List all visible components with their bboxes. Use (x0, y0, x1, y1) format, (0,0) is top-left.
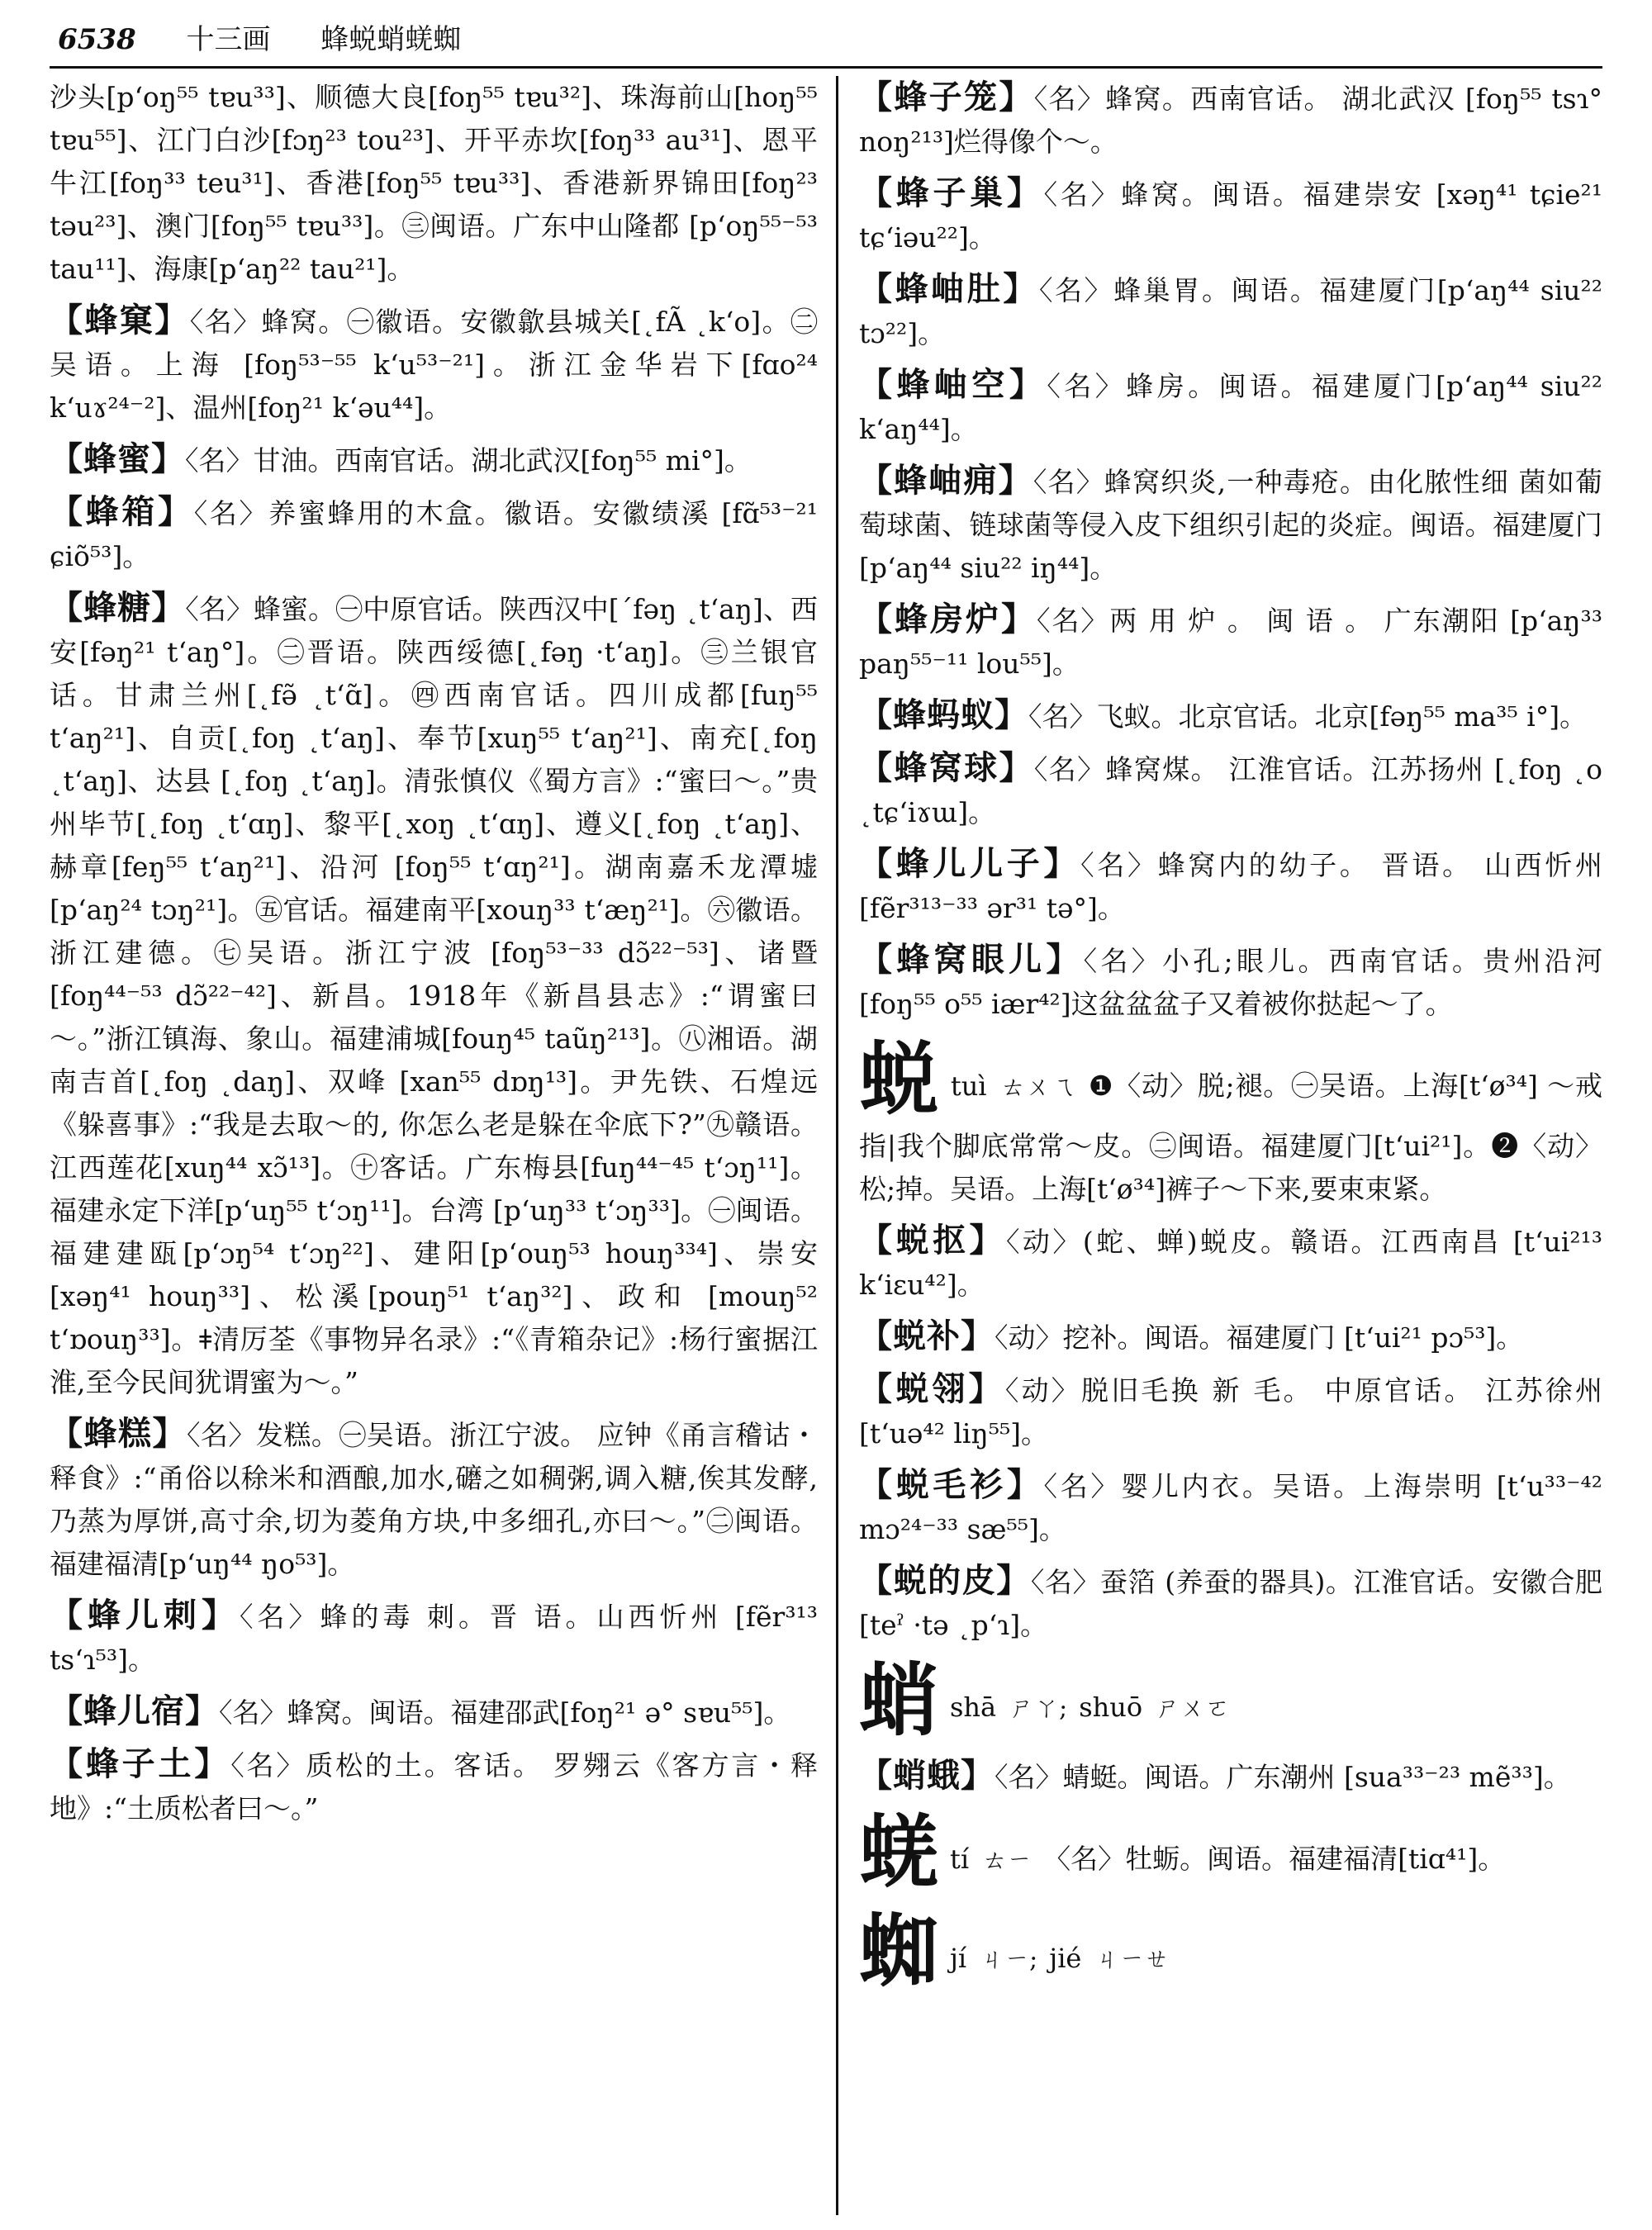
zhuyin: ㄕㄚ; (1009, 1694, 1068, 1723)
headword: 【蜂糖】 (50, 588, 186, 627)
entry: 【蜂子巢】〈名〉蜂窝。闽语。福建崇安 [xəŋ⁴¹ tɕie²¹ tɕ‘iəu²²]。 (859, 173, 1602, 254)
right-column (859, 76, 1602, 2215)
head-character: 蜣 (859, 1805, 938, 1899)
headword: 【蜂窝眼儿】 (859, 940, 1084, 979)
headword: 【蜂儿刺】 (50, 1596, 240, 1635)
headword: 【蜂糕】 (50, 1414, 187, 1453)
headword: 【蜕毛衫】 (859, 1465, 1044, 1504)
headword: 【蜂岫痈】 (859, 461, 1033, 500)
entry: 【蜂儿宿】〈名〉蜂窝。闽语。福建邵武[foŋ²¹ ə° sɐu⁵⁵]。 (50, 1691, 791, 1730)
entry: 【蜂子土】〈名〉质松的土。客话。 罗翙云《客方言・释地》:“土质松者曰～。” (50, 1744, 818, 1824)
headword: 【蜂子巢】 (859, 173, 1044, 212)
pinyin: shā (950, 1691, 997, 1723)
char-entry: 蜣tí ㄊㄧ 〈名〉牡蛎。闽语。福建福清[tiɑ⁴¹]。 (859, 1805, 1506, 1899)
headword: 【蜂子土】 (50, 1744, 231, 1783)
headword: 【蜂窠】 (50, 301, 190, 339)
headword: 【蜕补】 (859, 1317, 995, 1355)
pinyin: tuì (950, 1070, 987, 1102)
stroke-section: 十三画 (186, 23, 271, 56)
entry: 【蜕毛衫】〈名〉婴儿内衣。吴语。上海崇明 [t‘u³³⁻⁴² mɔ²⁴⁻³³ sæ⁵⁵]。 (859, 1465, 1602, 1545)
entry: 【蜂房炉】〈名〉两 用 炉 。 闽 语 。 广东潮阳 [p‘aŋ³³ paŋ⁵⁵⁻¹¹ lou⁵⁵]。 (859, 600, 1602, 680)
char-entry (859, 1655, 1602, 1746)
headword: 【蜕的皮】 (859, 1561, 1031, 1600)
page-number: 6538 (58, 23, 136, 56)
zhuyin: ㄊㄨㄟ (999, 1073, 1077, 1102)
entry: 【蜂蚂蚁】〈名〉飞蚁。北京官话。北京[fəŋ⁵⁵ ma³⁵ i°]。 (859, 695, 1588, 734)
entry: 沙头[p‘oŋ⁵⁵ tɐu³³]、顺德大良[foŋ⁵⁵ tɐu³²]、珠海前山[hoŋ⁵⁵ tɐu⁵⁵]、江门白沙[fɔŋ²³ tou²³]、开平赤坎[foŋ³³ au³¹]、恩平牛江[foŋ³³ teu³¹]、香港[foŋ⁵⁵ tɐu³³]、香港新界锦田[foŋ²³ təu²³]、澳门[foŋ⁵⁵ tɐu³³]。㊂闽语。广东中山隆都 [p‘oŋ⁵⁵⁻⁵³ tau¹¹]、海康[p‘aŋ²² tau²¹]。 (50, 81, 818, 285)
entry: 【蜂窝球】〈名〉蜂窝煤。 江淮官话。江苏扬州 [˛foŋ ˛o ˛tɕ‘iɤɯ]。 (859, 748, 1602, 828)
page-header (58, 15, 1594, 64)
entry: 【蜂窠】〈名〉蜂窝。㊀徽语。安徽歙县城关[˛fÃ ˛k‘o]。㊁吴语。上海 [foŋ⁵³⁻⁵⁵ k‘u⁵³⁻²¹]。浙江金华岩下[fɑo²⁴ k‘uɤ²⁴⁻²]、温州[foŋ²¹ k‘əu⁴⁴]。 (50, 301, 818, 424)
headword: 【蜂子笼】 (859, 78, 1034, 116)
entry: 【蜂岫肚】〈名〉蜂巢胃。闽语。福建厦门[p‘aŋ⁴⁴ siu²² tɔ²²]。 (859, 269, 1602, 349)
headword: 【蜂房炉】 (859, 600, 1037, 638)
entry: 【蜂岫痈】〈名〉蜂窝织炎,一种毒疮。由化脓性细 菌如葡萄球菌、链球菌等侵入皮下组织引起的炎症。闽语。福建厦门[p‘aŋ⁴⁴ siu²² iŋ⁴⁴]。 (859, 461, 1602, 584)
entry: 【蜕补】〈动〉挖补。闽语。福建厦门 [t‘ui²¹ pɔ⁵³]。 (859, 1317, 1524, 1355)
entry: 【蜕翎】〈动〉脱旧毛换 新 毛。 中原官话。 江苏徐州 [t‘uə⁴² liŋ⁵⁵]。 (859, 1369, 1602, 1450)
entry: 【蛸蛾】〈名〉蜻蜓。闽语。广东潮州 [sua³³⁻²³ mẽ³³]。 (859, 1756, 1571, 1795)
head-character: 蛸 (859, 1654, 938, 1747)
zhuyin-alt: ㄐㄧㄝ (1094, 1945, 1170, 1974)
zhuyin-alt: ㄕㄨㄛ (1156, 1694, 1231, 1723)
entry: 【蜂糖】〈名〉蜂蜜。㊀中原官话。陕西汉中[ˊfəŋ ˛t‘aŋ]、西安[fəŋ²¹ t‘aŋ°]。㊁晋语。陕西绥德[˛fəŋ ·t‘aŋ]。㊂兰银官话。甘肃兰州[˛fə̃ ˛t‘ɑ̃]。㊃西南官话。四川成都[fuŋ⁵⁵ t‘aŋ²¹]、自贡[˛foŋ ˛t‘aŋ]、奉节[xuŋ⁵⁵ t‘aŋ²¹]、南充[˛foŋ ˛t‘aŋ]、达县 [˛foŋ ˛t‘aŋ]。清张慎仪《蜀方言》:“蜜曰～。”贵州毕节[˛foŋ ˛t‘ɑŋ]、黎平[˛xoŋ ˛t‘ɑŋ]、遵义[˛foŋ ˛t‘aŋ]、赫章[feŋ⁵⁵ t‘aŋ²¹]、沿河 [foŋ⁵⁵ t‘ɑŋ²¹]。湖南嘉禾龙潭墟[p‘aŋ²⁴ tɔŋ²¹]。㊄官话。福建南平[xouŋ³³ t‘æŋ²¹]。㊅徽语。浙江建德。㊆吴语。浙江宁波 [foŋ⁵³⁻³³ dɔ̃²²⁻⁵³]、诸暨[foŋ⁴⁴⁻⁵³ dɔ̃²²⁻⁴²]、新昌。1918年《新昌县志》:“谓蜜曰～。”浙江镇海、象山。福建浦城[fouŋ⁴⁵ taũŋ²¹³]。㊇湘语。湖南吉首[˛foŋ ˛daŋ]、双峰 [xan⁵⁵ dɒŋ¹³]。尹先铁、石煌远《躲喜事》:“我是去取～的, 你怎么老是躲在伞底下?”㊈赣语。江西莲花[xuŋ⁴⁴ xɔ̃¹³]。㊉客话。广东梅县[fuŋ⁴⁴⁻⁴⁵ t‘ɔŋ¹¹]。福建永定下洋[p‘uŋ⁵⁵ t‘ɔŋ¹¹]。台湾 [p‘uŋ³³ t‘ɔŋ³³]。㊀闽语。福建建瓯[p‘ɔŋ⁵⁴ t‘ɔŋ²²]、建阳[p‘ouŋ⁵³ houŋ³³⁴]、崇安 [xəŋ⁴¹ houŋ³³]、松溪[pouŋ⁵¹ t‘aŋ³²]、政和 [mouŋ⁵² t‘ɒouŋ³³]。ǂ清厉荃《事物异名录》:“《青箱杂记》:杨行蜜据江淮,至今民间犹谓蜜为～。” (50, 588, 818, 1398)
char-entry: 蜕tuì ㄊㄨㄟ ❶〈动〉脱;褪。㊀吴语。上海[t‘ø³⁴] ～戒指|我个脚底常常～皮。㊁闽语。福建厦门[t‘ui²¹]。❷〈动〉松;掉。吴语。上海[t‘ø³⁴]裤子～下来,要束束紧。 (859, 1032, 1602, 1205)
headword: 【蜕翎】 (859, 1369, 1005, 1408)
pinyin: tí (950, 1843, 970, 1875)
header-chars: 蜂蜕蛸蜣蜘 (320, 23, 462, 56)
column-divider (836, 76, 838, 2215)
left-column (50, 76, 818, 2215)
headword: 【蜂蜜】 (50, 439, 185, 478)
entry: 【蜂儿儿子】〈名〉蜂窝内的幼子。 晋语。 山西忻州 [fẽr³¹³⁻³³ ər³¹ tə°]。 (859, 844, 1602, 924)
entry: 【蜂子笼】〈名〉蜂窝。西南官话。 湖北武汉 [foŋ⁵⁵ tsɿ° noŋ²¹³]烂得像个～。 (859, 78, 1602, 158)
headword: 【蜂窝球】 (859, 748, 1034, 787)
entry: 【蜂岫空】〈名〉蜂房。闽语。福建厦门[p‘aŋ⁴⁴ siu²² k‘aŋ⁴⁴]。 (859, 365, 1602, 445)
entry: 【蜕的皮】〈名〉蚕箔 (养蚕的器具)。江淮官话。安徽合肥[teˀ ·tə ˛p‘ɿ]。 (859, 1561, 1602, 1641)
pinyin: jí (950, 1943, 967, 1974)
headword: 【蜂儿宿】 (50, 1691, 219, 1730)
zhuyin: ㄐㄧ; (980, 1945, 1038, 1974)
header-rule (50, 66, 1602, 69)
entry: 【蜕抠】〈动〉(蛇、蝉)蜕皮。赣语。江西南昌 [t‘ui²¹³ k‘iɛu⁴²]。 (859, 1221, 1602, 1301)
headword: 【蜂岫肚】 (859, 269, 1039, 308)
headword: 【蛸蛾】 (859, 1756, 995, 1795)
char-entry (859, 1906, 1602, 1997)
head-character: 蜕 (859, 1032, 939, 1126)
pinyin-alt: shuō (1079, 1691, 1143, 1723)
headword: 【蜂岫空】 (859, 365, 1047, 404)
entry: 【蜂糕】〈名〉发糕。㊀吴语。浙江宁波。 应钟《甬言稽诂・释食》:“甬俗以稌米和酒酿,加水,礳之如稠粥,调入糖,俟其发酵,乃蒸为厚饼,高寸余,切为菱角方块,中多细孔,亦曰～。”㊁闽语。 福建福清[p‘uŋ⁴⁴ ŋo⁵³]。 (50, 1414, 818, 1580)
entry: 【蜂儿刺】〈名〉蜂的毒 刺。晋 语。山西忻州 [fẽr³¹³ ts‘ɿ⁵³]。 (50, 1596, 818, 1676)
headword: 【蜂儿儿子】 (859, 844, 1081, 883)
entry: 【蜂箱】〈名〉养蜜蜂用的木盒。徽语。安徽绩溪 [fɑ̃⁵³⁻²¹ ɕiõ⁵³]。 (50, 492, 818, 572)
entry: 【蜂蜜】〈名〉甘油。西南官话。湖北武汉[foŋ⁵⁵ mi°]。 (50, 439, 752, 478)
zhuyin: ㄊㄧ (982, 1846, 1032, 1875)
headword: 【蜂蚂蚁】 (859, 695, 1028, 734)
headword: 【蜕抠】 (859, 1221, 1006, 1260)
entry: 【蜂窝眼儿】〈名〉小孔;眼儿。西南官话。贵州沿河 [foŋ⁵⁵ o⁵⁵ iær⁴²]这盆盆盆子又着被你挞起～了。 (859, 940, 1602, 1020)
head-character: 蜘 (859, 1905, 938, 1998)
headword: 【蜂箱】 (50, 492, 194, 531)
pinyin-alt: jié (1049, 1943, 1082, 1974)
